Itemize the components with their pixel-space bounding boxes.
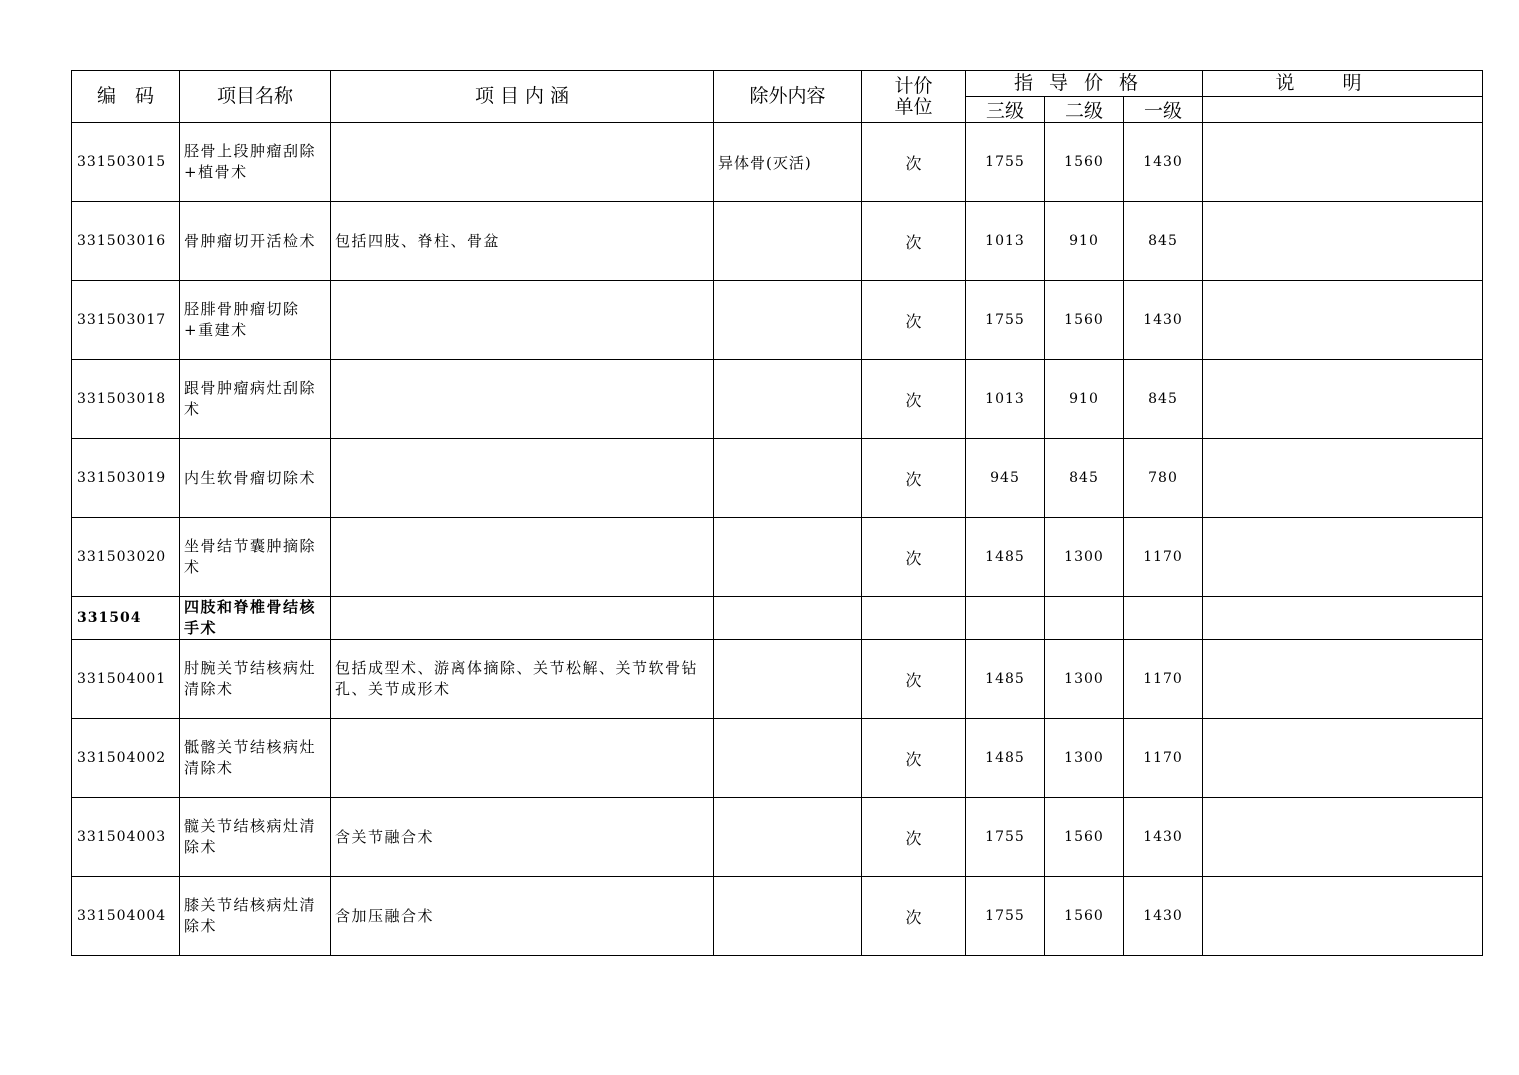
cell-price-level2: 845 (1045, 439, 1124, 518)
cell-price-level3: 1485 (966, 518, 1045, 597)
cell-price-level3: 1485 (966, 640, 1045, 719)
cell-price-level2 (1045, 597, 1124, 640)
cell-price-level1: 1430 (1124, 123, 1203, 202)
table-row (72, 360, 1483, 439)
cell-unit: 次 (862, 518, 966, 597)
cell-except (714, 798, 862, 877)
cell-except: 异体骨(灭活) (714, 123, 862, 202)
cell-content (331, 281, 714, 360)
cell-price-level1: 1170 (1124, 640, 1203, 719)
cell-price-level3: 1755 (966, 798, 1045, 877)
cell-price-level1: 1170 (1124, 518, 1203, 597)
cell-content (331, 518, 714, 597)
cell-price-level1: 1430 (1124, 281, 1203, 360)
cell-code: 331503016 (72, 202, 180, 281)
cell-desc (1203, 798, 1483, 877)
cell-desc (1203, 597, 1483, 640)
cell-content (331, 597, 714, 640)
cell-name: 内生软骨瘤切除术 (180, 439, 331, 518)
cell-unit: 次 (862, 360, 966, 439)
cell-except (714, 518, 862, 597)
cell-content: 含关节融合术 (331, 798, 714, 877)
cell-price-level1: 845 (1124, 202, 1203, 281)
cell-price-level2: 1560 (1045, 798, 1124, 877)
cell-price-level2: 910 (1045, 202, 1124, 281)
cell-price-level3: 1013 (966, 360, 1045, 439)
cell-price-level2: 1560 (1045, 877, 1124, 956)
cell-unit: 次 (862, 439, 966, 518)
cell-name: 四肢和脊椎骨结核手术 (180, 597, 331, 640)
cell-price-level3: 1755 (966, 123, 1045, 202)
table-row (72, 877, 1483, 956)
price-table (71, 70, 1483, 956)
cell-code: 331504004 (72, 877, 180, 956)
cell-name: 髋关节结核病灶清除术 (180, 798, 331, 877)
cell-price-level1: 1170 (1124, 719, 1203, 798)
cell-unit: 次 (862, 281, 966, 360)
header-content: 项 目 内 涵 (331, 71, 714, 123)
table-row (72, 719, 1483, 798)
cell-except (714, 877, 862, 956)
cell-desc (1203, 281, 1483, 360)
header-desc: 说明 (1203, 71, 1483, 97)
cell-name: 骶髂关节结核病灶清除术 (180, 719, 331, 798)
cell-code: 331503017 (72, 281, 180, 360)
cell-price-level2: 1300 (1045, 640, 1124, 719)
table-row (72, 439, 1483, 518)
cell-name: 坐骨结节囊肿摘除术 (180, 518, 331, 597)
cell-unit: 次 (862, 202, 966, 281)
cell-price-level3: 1013 (966, 202, 1045, 281)
header-unit (862, 71, 966, 123)
cell-price-level1: 845 (1124, 360, 1203, 439)
cell-unit (862, 597, 966, 640)
cell-content (331, 439, 714, 518)
header-desc-sub (1203, 97, 1483, 123)
cell-code: 331504001 (72, 640, 180, 719)
cell-code: 331504003 (72, 798, 180, 877)
header-level1: 一级 (1124, 97, 1203, 123)
cell-content: 含加压融合术 (331, 877, 714, 956)
header-row-top (72, 71, 1483, 97)
cell-price-level3: 1755 (966, 281, 1045, 360)
cell-price-level3 (966, 597, 1045, 640)
cell-content: 包括成型术、游离体摘除、关节松解、关节软骨钻孔、关节成形术 (331, 640, 714, 719)
table-row (72, 202, 1483, 281)
cell-content: 包括四肢、脊柱、骨盆 (331, 202, 714, 281)
header-level2: 二级 (1045, 97, 1124, 123)
cell-except (714, 597, 862, 640)
table-body (72, 71, 1483, 956)
cell-name: 胫骨上段肿瘤刮除+植骨术 (180, 123, 331, 202)
cell-code: 331503015 (72, 123, 180, 202)
cell-content (331, 719, 714, 798)
cell-name: 骨肿瘤切开活检术 (180, 202, 331, 281)
header-code: 编 码 (72, 71, 180, 123)
cell-code: 331503018 (72, 360, 180, 439)
cell-code: 331504002 (72, 719, 180, 798)
cell-except (714, 640, 862, 719)
cell-price-level1 (1124, 597, 1203, 640)
cell-desc (1203, 360, 1483, 439)
cell-name: 胫腓骨肿瘤切除+重建术 (180, 281, 331, 360)
cell-desc (1203, 640, 1483, 719)
cell-desc (1203, 719, 1483, 798)
cell-unit: 次 (862, 123, 966, 202)
cell-price-level3: 1755 (966, 877, 1045, 956)
cell-except (714, 360, 862, 439)
cell-price-level1: 1430 (1124, 798, 1203, 877)
cell-desc (1203, 202, 1483, 281)
cell-except (714, 281, 862, 360)
cell-price-level2: 910 (1045, 360, 1124, 439)
header-name: 项目名称 (180, 71, 331, 123)
cell-unit: 次 (862, 719, 966, 798)
cell-content (331, 360, 714, 439)
cell-except (714, 439, 862, 518)
cell-code: 331503020 (72, 518, 180, 597)
cell-price-level2: 1300 (1045, 719, 1124, 798)
cell-code: 331504 (72, 597, 180, 640)
header-unit-line2: 单位 (894, 95, 933, 118)
table-row (72, 798, 1483, 877)
cell-unit: 次 (862, 877, 966, 956)
cell-desc (1203, 518, 1483, 597)
cell-price-level3: 945 (966, 439, 1045, 518)
cell-price-level1: 780 (1124, 439, 1203, 518)
table-row (72, 518, 1483, 597)
cell-except (714, 719, 862, 798)
cell-price-level2: 1560 (1045, 123, 1124, 202)
cell-price-level1: 1430 (1124, 877, 1203, 956)
section-row (72, 597, 1483, 640)
cell-unit: 次 (862, 640, 966, 719)
cell-desc (1203, 123, 1483, 202)
cell-name: 跟骨肿瘤病灶刮除术 (180, 360, 331, 439)
cell-desc (1203, 877, 1483, 956)
cell-price-level2: 1560 (1045, 281, 1124, 360)
table-row (72, 281, 1483, 360)
header-price-group: 指导价格 (966, 71, 1203, 97)
header-level3: 三级 (966, 97, 1045, 123)
header-except: 除外内容 (714, 71, 862, 123)
cell-code: 331503019 (72, 439, 180, 518)
header-unit-line1: 计价 (894, 74, 933, 97)
cell-desc (1203, 439, 1483, 518)
cell-price-level3: 1485 (966, 719, 1045, 798)
cell-except (714, 202, 862, 281)
table-row (72, 640, 1483, 719)
cell-name: 膝关节结核病灶清除术 (180, 877, 331, 956)
cell-name: 肘腕关节结核病灶清除术 (180, 640, 331, 719)
cell-price-level2: 1300 (1045, 518, 1124, 597)
cell-unit: 次 (862, 798, 966, 877)
table-row (72, 123, 1483, 202)
cell-content (331, 123, 714, 202)
